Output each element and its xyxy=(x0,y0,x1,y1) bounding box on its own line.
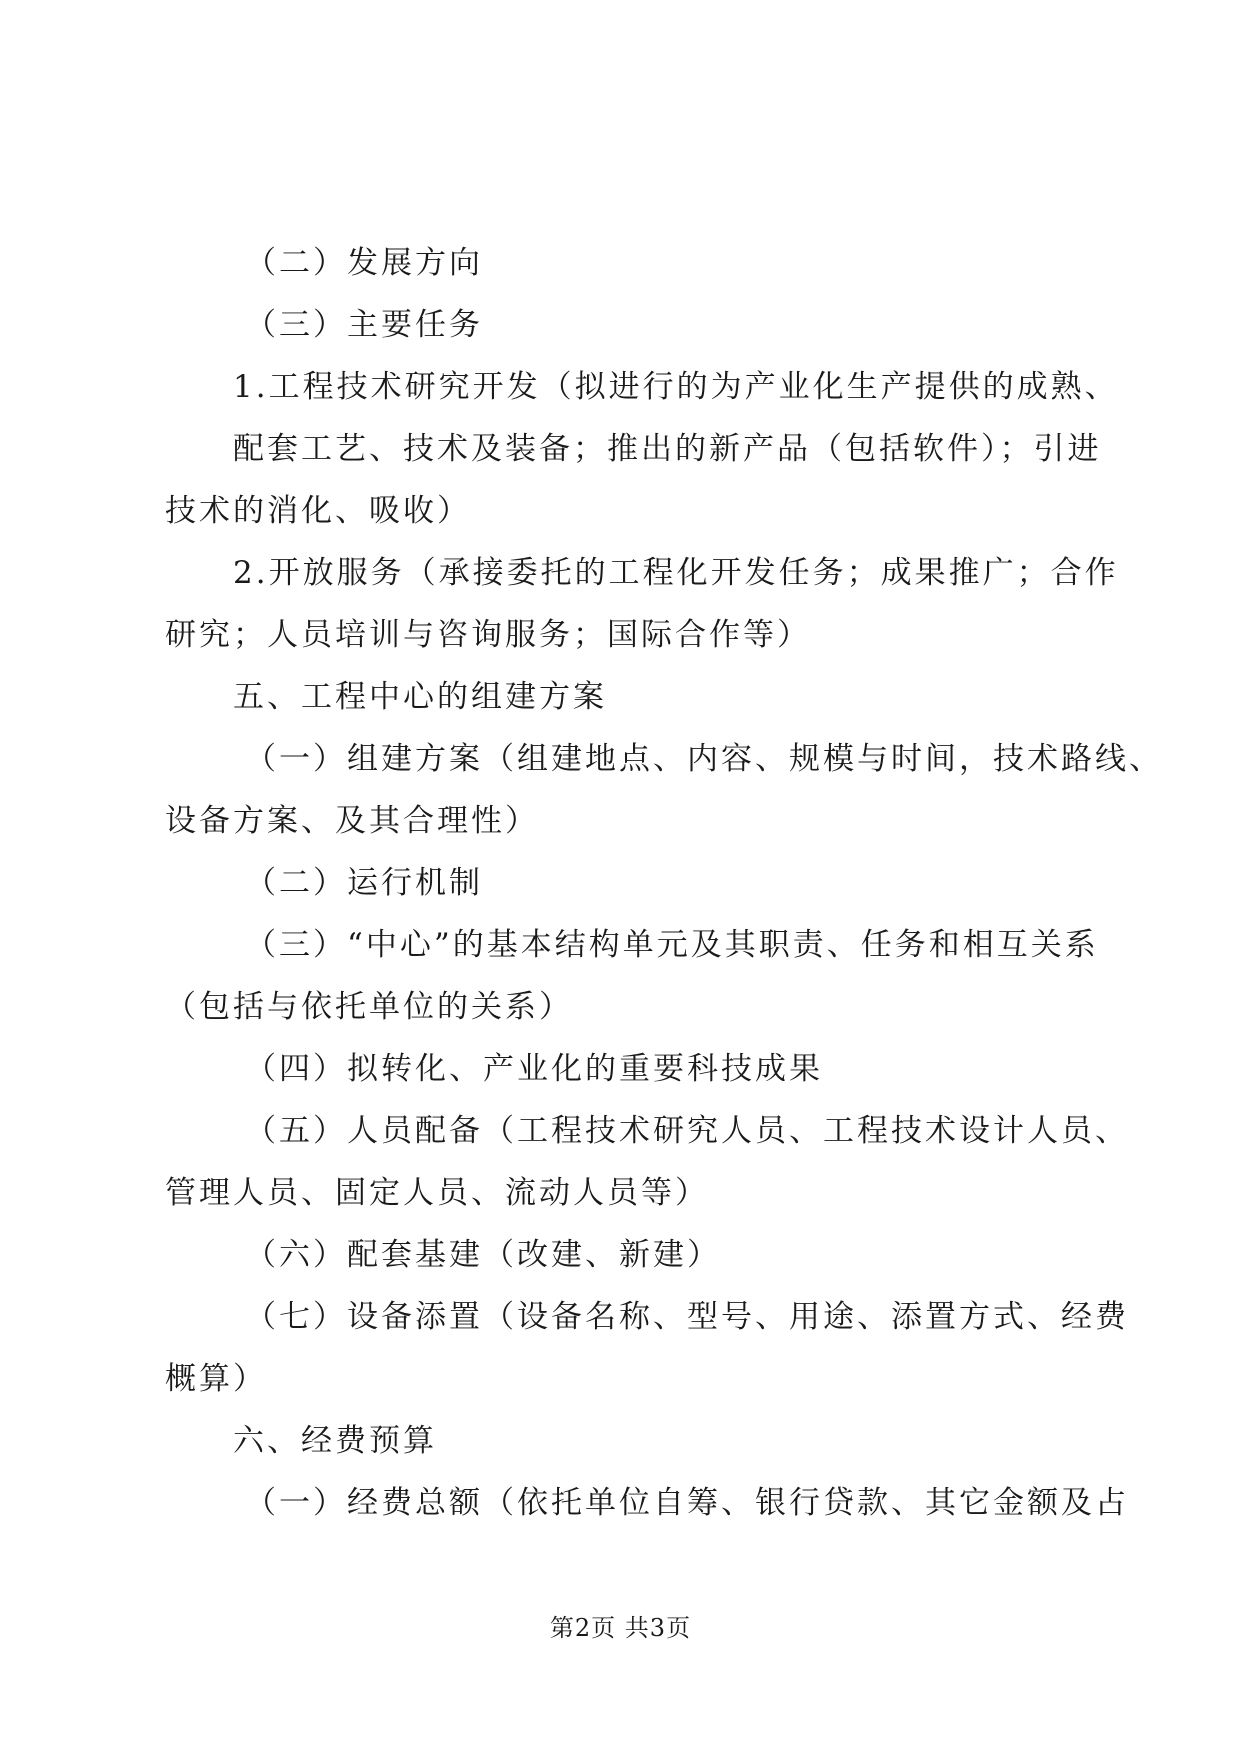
paragraph-line: （七）设备添置（设备名称、型号、用途、添置方式、经费 xyxy=(245,1299,1129,1335)
paragraph-line: （四）拟转化、产业化的重要科技成果 xyxy=(245,1051,823,1087)
paragraph-line: （六）配套基建（改建、新建） xyxy=(245,1237,721,1273)
paragraph-line: 管理人员、固定人员、流动人员等） xyxy=(165,1175,709,1211)
paragraph-line: 技术的消化、吸收） xyxy=(165,493,471,529)
paragraph-line: （二）运行机制 xyxy=(245,865,483,901)
document-body xyxy=(165,232,1163,1534)
paragraph-line: （五）人员配备（工程技术研究人员、工程技术设计人员、 xyxy=(245,1113,1129,1149)
paragraph-line: 配套工艺、技术及装备；推出的新产品（包括软件）；引进 xyxy=(233,431,1102,467)
paragraph-line: 概算） xyxy=(165,1361,267,1397)
paragraph-line: 研究；人员培训与咨询服务；国际合作等） xyxy=(165,617,811,653)
section-heading-development-direction: （二）发展方向 xyxy=(245,245,483,281)
section-heading-budget: 六、经费预算 xyxy=(233,1423,437,1459)
paragraph-line: 设备方案、及其合理性） xyxy=(165,803,539,839)
paragraph-line: 2.开放服务（承接委托的工程化开发任务；成果推广；合作 xyxy=(233,555,1119,591)
paragraph-line: （一）组建方案（组建地点、内容、规模与时间，技术路线、 xyxy=(245,741,1163,777)
section-heading-setup-plan: 五、工程中心的组建方案 xyxy=(233,679,607,715)
paragraph-line: 1.工程技术研究开发（拟进行的为产业化生产提供的成熟、 xyxy=(233,369,1119,405)
paragraph-line: （包括与依托单位的关系） xyxy=(165,989,573,1025)
page-number-footer: 第2页 共3页 xyxy=(549,1614,692,1642)
paragraph-line: （三）“中心”的基本结构单元及其职责、任务和相互关系 xyxy=(245,927,1099,963)
section-heading-main-tasks: （三）主要任务 xyxy=(245,307,483,343)
paragraph-line: （一）经费总额（依托单位自筹、银行贷款、其它金额及占 xyxy=(245,1485,1129,1521)
